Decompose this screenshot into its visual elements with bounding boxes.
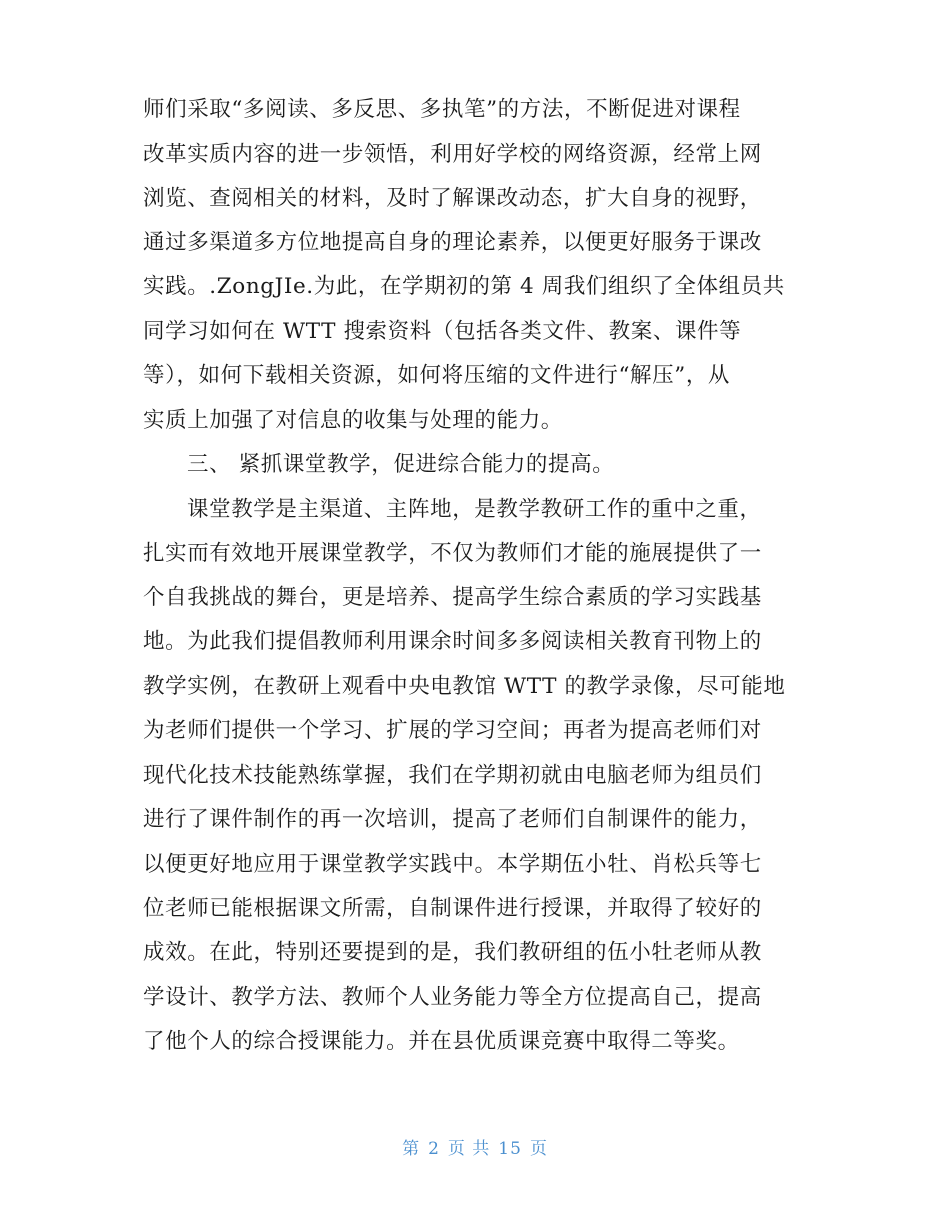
paragraph-line: 教学实例，在教研上观看中央电教馆 WTT 的教学录像，尽可能地 bbox=[143, 674, 786, 699]
paragraph-line: 为老师们提供一个学习、扩展的学习空间；再者为提高老师们对 bbox=[143, 718, 762, 743]
paragraph-line: 等），如何下载相关资源，如何将压缩的文件进行“解压”，从 bbox=[143, 363, 731, 388]
paragraph-line: 了他个人的综合授课能力。并在县优质课竞赛中取得二等奖。 bbox=[143, 1029, 740, 1054]
footer-prefix: 第 bbox=[402, 1139, 421, 1159]
paragraph-line: 同学习如何在 WTT 搜索资料（包括各类文件、教案、课件等 bbox=[143, 319, 742, 344]
paragraph-line: 成效。在此，特别还要提到的是，我们教研组的伍小牡老师从教 bbox=[143, 940, 762, 965]
paragraph-line: 个自我挑战的舞台，更是培养、提高学生综合素质的学习实践基 bbox=[143, 585, 762, 610]
paragraph-line: 现代化技术技能熟练掌握，我们在学期初就由电脑老师为组员们 bbox=[143, 763, 762, 788]
paragraph-line: 课堂教学是主渠道、主阵地，是教学教研工作的重中之重， bbox=[187, 497, 762, 522]
paragraph-line: 实践。.ZongJIe.为此，在学期初的第 4 周我们组织了全体组员共 bbox=[143, 274, 785, 299]
paragraph-line: 位老师已能根据课文所需，自制课件进行授课，并取得了较好的 bbox=[143, 896, 762, 921]
footer-mid: 页 共 bbox=[447, 1139, 491, 1159]
paragraph-line: 地。为此我们提倡教师利用课余时间多多阅读相关教育刊物上的 bbox=[143, 629, 762, 654]
paragraph-line: 师们采取“多阅读、多反思、多执笔”的方法，不断促进对课程 bbox=[143, 97, 741, 122]
paragraph-line: 实质上加强了对信息的收集与处理的能力。 bbox=[143, 408, 563, 433]
section-heading: 三、 紧抓课堂教学，促进综合能力的提高。 bbox=[187, 452, 615, 477]
paragraph-line: 浏览、查阅相关的材料，及时了解课改动态，扩大自身的视野， bbox=[143, 186, 762, 211]
page-number-footer bbox=[0, 1134, 950, 1159]
paragraph-line: 以便更好地应用于课堂教学实践中。本学期伍小牡、肖松兵等七 bbox=[143, 852, 762, 877]
paragraph-line: 扎实而有效地开展课堂教学，不仅为教师们才能的施展提供了一 bbox=[143, 541, 762, 566]
paragraph-line: 进行了课件制作的再一次培训，提高了老师们自制课件的能力， bbox=[143, 807, 762, 832]
paragraph-line: 通过多渠道多方位地提高自身的理论素养，以便更好服务于课改 bbox=[143, 230, 762, 255]
current-page-number: 2 bbox=[428, 1139, 440, 1159]
paragraph-line: 学设计、教学方法、教师个人业务能力等全方位提高自己，提高 bbox=[143, 985, 762, 1010]
total-pages-number: 15 bbox=[498, 1139, 522, 1159]
footer-suffix: 页 bbox=[529, 1139, 548, 1159]
paragraph-line: 改革实质内容的进一步领悟，利用好学校的网络资源，经常上网 bbox=[143, 142, 762, 167]
